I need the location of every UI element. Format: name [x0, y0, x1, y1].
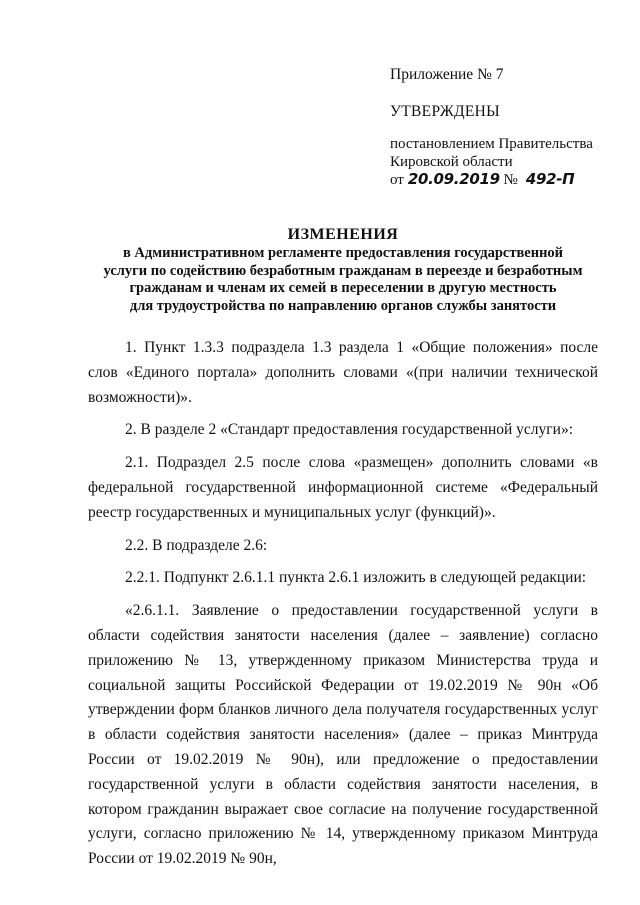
- paragraph-5: 2.2.1. Подпункт 2.6.1.1 пункта 2.6.1 изложить в следующей редакции:: [125, 569, 587, 587]
- handwritten-date: 20.09.2019: [407, 170, 500, 188]
- paragraph-4: 2.2. В подразделе 2.6:: [125, 536, 268, 554]
- paragraph-2: 2. В разделе 2 «Стандарт предоставления государственной услуги»:: [125, 421, 574, 439]
- approved-label: УТВЕРЖДЕНЫ: [390, 103, 500, 120]
- decree-date-line: [390, 171, 593, 190]
- title-line-4: для трудоустройства по направлению органов службы занятости: [129, 297, 557, 314]
- title-line-3: гражданам и членам их семей в переселении в другую местность: [129, 280, 557, 297]
- document-title: [88, 225, 598, 315]
- decree-line-2: Кировской области: [390, 153, 513, 170]
- date-prefix: от: [390, 172, 404, 188]
- paragraph-3: 2.1. Подраздел 2.5 после слова «размещен» дополнить словами «в федеральной государственной информационной системе «Федеральный реестр государственных и муниципальных услуг (функций)».: [88, 454, 598, 521]
- paragraph-1: 1. Пункт 1.3.3 подраздела 1.3 раздела 1 «Общие положения» после слов «Единого портала» дополнить словами «(при наличии технической возможности)».: [88, 339, 598, 406]
- appendix-label: Приложение № 7: [390, 66, 504, 83]
- title-main: ИЗМЕНЕНИЯ: [287, 226, 399, 243]
- number-sign: №: [503, 172, 518, 188]
- title-line-2: услуги по содействию безработным гражданам в переезде и безработным: [103, 262, 583, 279]
- handwritten-number: 492-П: [525, 170, 575, 188]
- document-body: [88, 336, 598, 880]
- paragraph-6: «2.6.1.1. Заявление о предоставлении государственной услуги в области содействия занятости населения (далее – заявление) согласно приложению № 13, утвержденному приказом Министерства труда и социальной защиты Российской Федерации от 19.02.2019 № 90н «Об утверждении форм бланков личного дела получателя государственных услуг в области содействия занятости населения» (далее – приказ Минтруда России от 19.02.2019 № 90н), или предложение о предоставлении государственной услуги в области содействия занятости населения, в котором гражданин выражает свое согласие на получение государственной услуги, согласно приложению № 14, утвержденному приказом Минтруда России от 19.02.2019 № 90н,: [88, 602, 598, 868]
- decree-line-1: постановлением Правительства: [390, 136, 593, 152]
- title-line-1: в Административном регламенте предоставления государственной: [122, 245, 564, 261]
- decree-block: [390, 136, 593, 190]
